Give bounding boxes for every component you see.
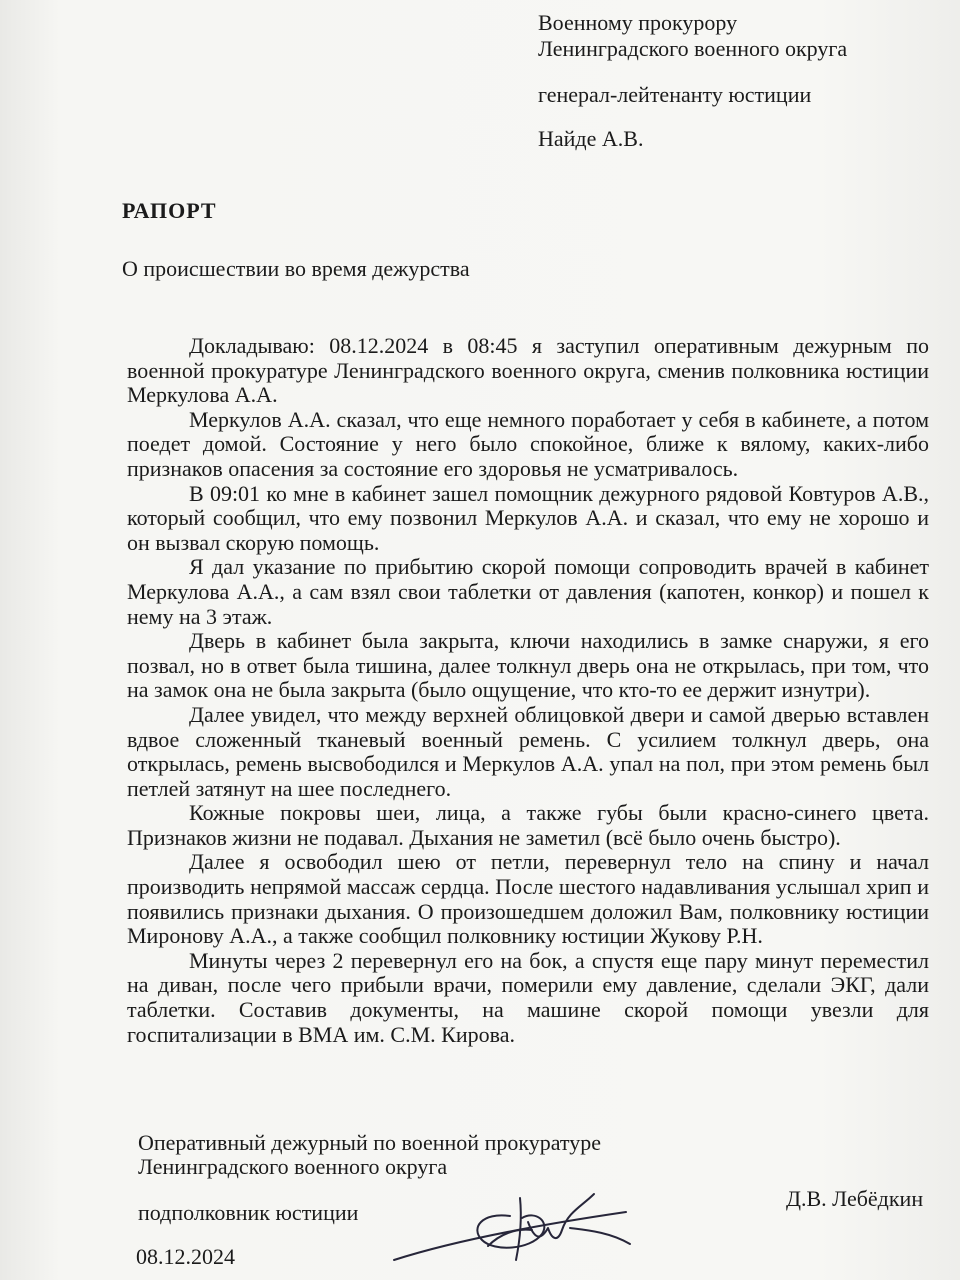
document-title: РАПОРТ — [122, 198, 217, 223]
paragraph: В 09:01 ко мне в кабинет зашел помощник дежурного рядовой Ковтуров А.В., который сообщил, что ему позвонил Меркулов А.А. и сказал, что ему не хорошо и он вызвал скорую помощь. — [127, 480, 929, 555]
paragraph: Докладываю: 08.12.2024 в 08:45 я заступил оперативным дежурным по военной прокуратуре Ленинградского военного округа, сменив полковника юстиции Меркулова А.А. — [127, 333, 929, 408]
addressee-name: Найде А.В. — [538, 126, 644, 151]
addressee-line-1: Военному прокурору — [538, 10, 738, 35]
signer-name: Д.В. Лебёдкин — [786, 1186, 924, 1211]
paragraph: Минуты через 2 перевернул его на бок, а спустя еще пару минут переместил на диван, после чего прибыли врачи, померили ему давление, сделали ЭКГ, дали таблетки. Составив документы, на машине скорой помощи увезли для госпитализации в ВМА им. С.М. Кирова. — [127, 947, 929, 1047]
signer-position-line-2: Ленинградского военного округа — [138, 1154, 448, 1179]
paragraph: Дверь в кабинет была закрыта, ключи находились в замке снаружи, я его позвал, но в ответ была тишина, далее толкнул дверь она не открылась, при том, что на замок она не была закрыта (было ощущение, что кто-то ее держит изнутри). — [127, 628, 929, 703]
addressee-rank: генерал-лейтенанту юстиции — [538, 82, 812, 107]
paragraph: Я дал указание по прибытию скорой помощи сопроводить врачей в кабинет Меркулова А.А., а сам взял свои таблетки от давления (капотен, конкор) и пошел к нему на 3 этаж. — [127, 554, 929, 629]
paragraph: Кожные покровы шеи, лица, а также губы были красно-синего цвета. Признаков жизни не подавал. Дыхания не заметил (всё было очень быстро). — [127, 800, 929, 850]
report-body — [127, 334, 929, 1047]
signer-rank: подполковник юстиции — [138, 1200, 359, 1225]
paragraph: Далее я освободил шею от петли, перевернул тело на спину и начал производить непрямой массаж сердца. После шестого надавливания услышал хрип и появились признаки дыхания. О произошедшем доложил Вам, полковнику юстиции Миронову А.А., а также сообщил полковнику юстиции Жукову Р.Н. — [127, 849, 929, 949]
signer-position-line-1: Оперативный дежурный по военной прокуратуре — [138, 1130, 602, 1155]
report-date: 08.12.2024 — [136, 1244, 235, 1269]
addressee-line-2: Ленинградского военного округа — [538, 36, 848, 61]
paragraph: Далее увидел, что между верхней облицовкой двери и самой дверью вставлен вдвое сложенный тканевый военный ремень. С усилием толкнул дверь, она открылась, ремень высвободился и Меркулов А.А. упал на пол, при этом ремень был петлей затянут на шее последнего. — [127, 701, 929, 801]
handwritten-signature-icon — [390, 1168, 650, 1268]
document-subject: О происшествии во время дежурства — [122, 256, 470, 281]
paragraph: Меркулов А.А. сказал, что еще немного поработает у себя в кабинете, а потом поедет домой. Состояние у него было спокойное, ближе к вялому, каких-либо признаков опасения за состояние его здоровья не усматривалось. — [127, 406, 929, 481]
